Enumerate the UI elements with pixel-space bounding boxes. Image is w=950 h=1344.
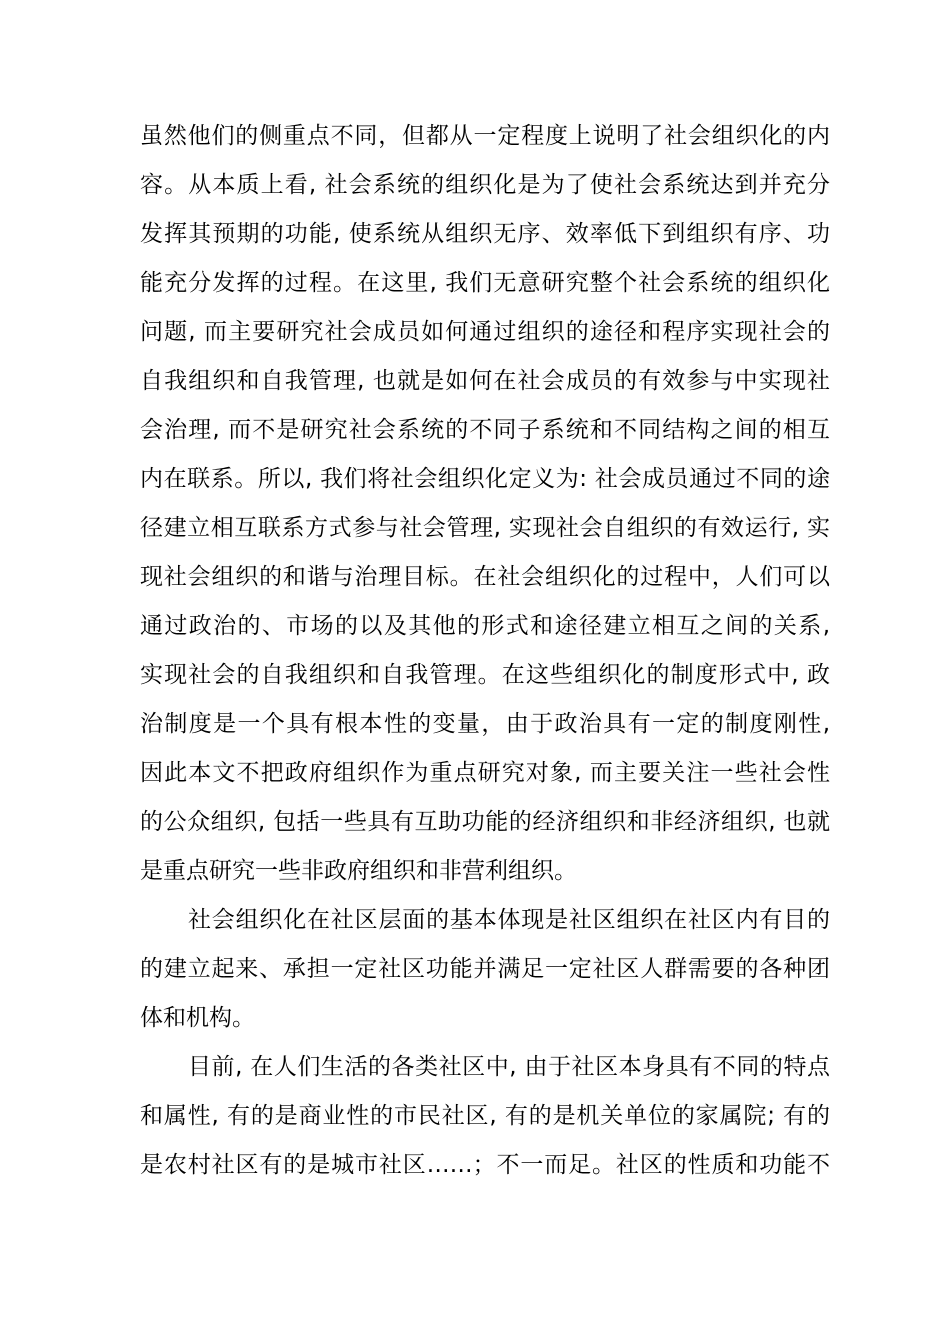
text-line: 体和机构。 bbox=[140, 1005, 255, 1031]
text-line: 的建立起来、承担一定社区功能并满足一定社区人群需要的各种团 bbox=[140, 956, 830, 982]
text-line: 自我组织和自我管理, 也就是如何在社会成员的有效参与中实现社 bbox=[140, 368, 830, 394]
text-line: 实现社会的自我组织和自我管理。在这些组织化的制度形式中, 政 bbox=[140, 662, 830, 688]
text-line: 虽然他们的侧重点不同，但都从一定程度上说明了社会组织化的内 bbox=[140, 123, 830, 149]
text-line: 内在联系。所以, 我们将社会组织化定义为: 社会成员通过不同的途 bbox=[140, 466, 830, 492]
text-line: 社会组织化在社区层面的基本体现是社区组织在社区内有目的 bbox=[188, 907, 830, 933]
text-line: 现社会组织的和谐与治理目标。在社会组织化的过程中，人们可以 bbox=[140, 564, 830, 590]
text-line: 是重点研究一些非政府组织和非营利组织。 bbox=[140, 858, 577, 884]
text-line: 目前, 在人们生活的各类社区中, 由于社区本身具有不同的特点 bbox=[188, 1054, 830, 1080]
text-line: 因此本文不把政府组织作为重点研究对象, 而主要关注一些社会性 bbox=[140, 760, 830, 786]
text-line: 通过政治的、市场的以及其他的形式和途径建立相互之间的关系, bbox=[140, 613, 830, 639]
text-line: 容。从本质上看, 社会系统的组织化是为了使社会系统达到并充分 bbox=[140, 172, 830, 198]
text-line: 的公众组织, 包括一些具有互助功能的经济组织和非经济组织, 也就 bbox=[140, 809, 830, 835]
body-text bbox=[140, 112, 830, 1190]
text-line: 问题, 而主要研究社会成员如何通过组织的途径和程序实现社会的 bbox=[140, 319, 830, 345]
text-line: 治制度是一个具有根本性的变量，由于政治具有一定的制度刚性, bbox=[140, 711, 830, 737]
text-line: 发挥其预期的功能, 使系统从组织无序、效率低下到组织有序、功 bbox=[140, 221, 830, 247]
text-line: 是农村社区有的是城市社区……；不一而足。社区的性质和功能不 bbox=[140, 1152, 830, 1178]
text-line: 径建立相互联系方式参与社会管理, 实现社会自组织的有效运行, 实 bbox=[140, 515, 830, 541]
text-line: 能充分发挥的过程。在这里, 我们无意研究整个社会系统的组织化 bbox=[140, 270, 830, 296]
text-line: 和属性, 有的是商业性的市民社区, 有的是机关单位的家属院; 有的 bbox=[140, 1103, 830, 1129]
text-line: 会治理, 而不是研究社会系统的不同子系统和不同结构之间的相互 bbox=[140, 417, 830, 443]
